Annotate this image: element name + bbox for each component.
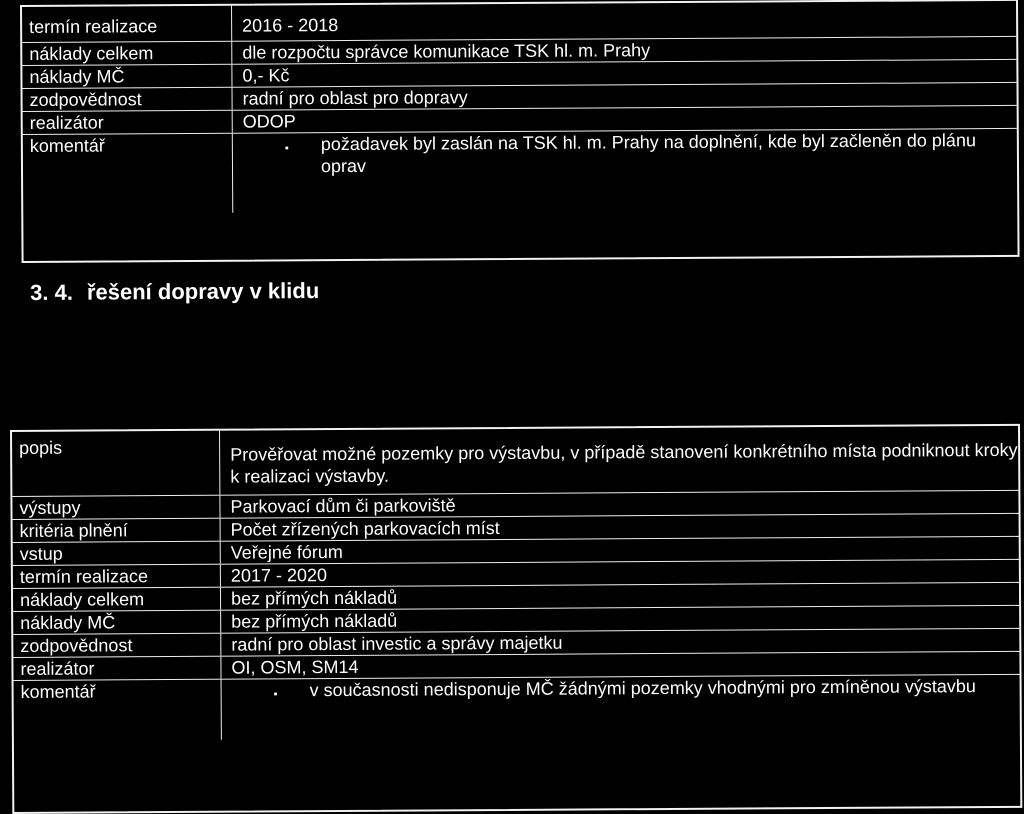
row-value: OI, OSM, SM14 — [231, 656, 359, 678]
row-label: zodpovědnost — [13, 634, 221, 657]
row-value: 2016 - 2018 — [242, 15, 339, 36]
row-label: vstup — [13, 542, 221, 565]
row-value: dle rozpočtu správce komunikace TSK hl. m. Prahy — [242, 40, 651, 63]
row-value: ODOP — [242, 111, 296, 132]
comment-bullet-item — [232, 675, 1020, 706]
row-label: náklady MČ — [22, 65, 232, 88]
row-label: realizátor — [13, 657, 221, 680]
bullet-icon: ▪ — [284, 142, 289, 155]
table-row-comment — [23, 129, 1017, 214]
row-value: bez přímých nákladů — [231, 610, 398, 632]
row-value: Parkovací dům či parkoviště — [230, 495, 456, 517]
row-label: popis — [12, 431, 220, 496]
row-value: radní pro oblast investic a správy majetku — [231, 632, 563, 655]
row-value: Veřejné fórum — [230, 541, 343, 563]
comment-text: požadavek byl zaslán na TSK hl. m. Prahy na doplnění, kde byl začleněn do plánu oprav — [320, 130, 976, 177]
row-value: 0,- Kč — [242, 65, 290, 86]
table-project-details-1 — [20, 0, 1020, 263]
section-title: řešení dopravy v klidu — [86, 277, 320, 305]
table-row — [12, 426, 1018, 497]
comment-text: v současnosti nedisponuje MČ žádnými pozemky vhodnými pro zmíněnou výstavbu — [309, 676, 976, 701]
row-value: bez přímých nákladů — [230, 587, 398, 609]
row-label: termín realizace — [13, 565, 221, 588]
row-label: zodpovědnost — [23, 88, 233, 111]
row-label: komentář — [23, 134, 233, 214]
row-label: náklady celkem — [22, 42, 232, 65]
row-label: výstupy — [12, 496, 220, 519]
row-label: kritéria plnění — [13, 519, 221, 542]
comment-value — [233, 129, 1017, 213]
row-value: radní pro oblast pro dopravy — [242, 87, 468, 109]
row-value: 2017 - 2020 — [230, 565, 328, 586]
row-label: komentář — [14, 680, 222, 741]
row-value: Počet zřízených parkovacích míst — [230, 518, 500, 540]
row-label: termín realizace — [22, 6, 232, 42]
row-value: Prověřovat možné pozemky pro výstavbu, v případě stanovení konkrétního místa podniknout kroky k realizaci výstavby. — [230, 439, 1018, 487]
section-number: 3. 4. — [30, 279, 73, 305]
table-row — [22, 1, 1016, 43]
comment-value — [222, 675, 1020, 740]
table-row-comment — [14, 675, 1020, 741]
row-label: realizátor — [23, 111, 233, 134]
row-label: náklady celkem — [13, 588, 221, 611]
section-heading — [30, 278, 319, 306]
table-project-details-2 — [10, 424, 1022, 814]
row-label: náklady MČ — [13, 611, 221, 634]
comment-bullet-item — [243, 129, 1017, 178]
bullet-icon: ▪ — [273, 688, 278, 701]
